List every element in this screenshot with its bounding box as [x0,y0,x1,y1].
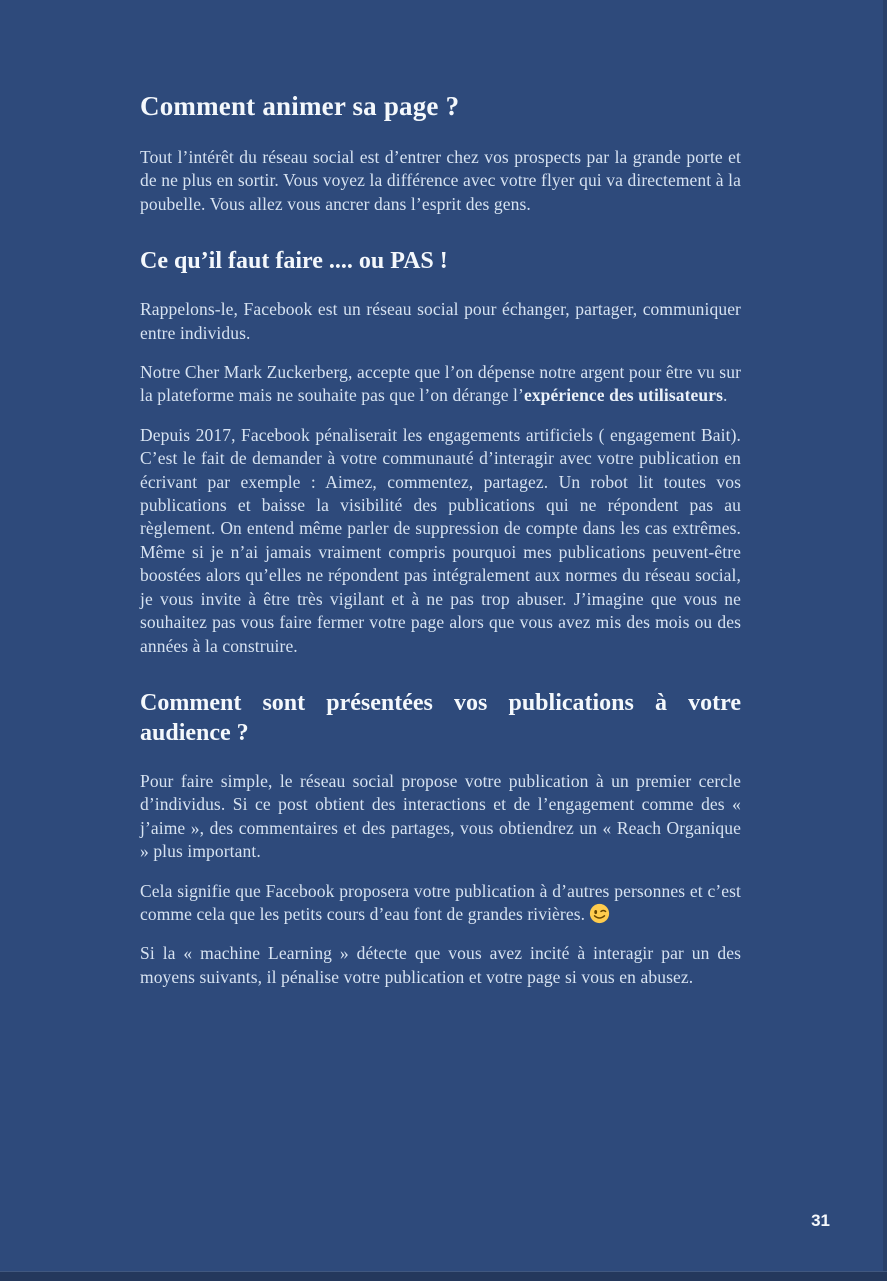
winking-face-emoji [589,903,610,924]
page-number: 31 [811,1211,830,1230]
paragraph-zuckerberg-period: . [723,385,728,406]
paragraph-cela-signifie [140,880,741,927]
paragraph-pour-faire-simple: Pour faire simple, le réseau social propose votre publication à un premier cercle d’individus. Si ce post obtient des interactions et de l’engagement comme des « j’aime », des commentaires et des partages, vous obtiendrez un « Reach Organique » plus important. [140,770,741,862]
paragraph-zuckerberg-text: Notre Cher Mark Zuckerberg, accepte que l’on dépense notre argent pour être vu sur la plateforme mais ne souhaite pas que l’on dérange l’ [140,362,741,406]
page-edge-shadow-right [883,0,887,1281]
paragraph-machine-learning: Si la « machine Learning » détecte que vous avez incité à interagir par un des moyens suivants, il pénalise votre publication et votre page si vous en abusez. [140,943,741,987]
paragraph-rappelons: Rappelons-le, Facebook est un réseau social pour échanger, partager, communiquer entre individus. [140,299,741,343]
page-title: Comment animer sa page ? [140,91,460,121]
heading-comment-sont-presentees: Comment sont présentées vos publications à votre audience ? [140,689,741,746]
page-bottom-bar [0,1271,887,1281]
paragraph-cela-signifie-text: Cela signifie que Facebook proposera votre publication à d’autres personnes et c’est comme cela que les petits cours d’eau font de grandes rivières. [140,880,741,924]
paragraph-zuckerberg [140,361,741,408]
paragraph-intro: Tout l’intérêt du réseau social est d’entrer chez vos prospects par la grande porte et de ne plus en sortir. Vous voyez la différence avec votre flyer qui va directement à la poubelle. Vous allez vous ancrer dans l’esprit des gens. [140,147,741,214]
heading-ce-quil-faut-faire: Ce qu’il faut faire .... ou PAS ! [140,248,448,275]
bold-experience-utilisateurs: expérience des utilisateurs [523,385,724,406]
page-content [140,90,741,1005]
paragraph-depuis-2017: Depuis 2017, Facebook pénaliserait les engagements artificiels ( engagement Bait). C’est le fait de demander à votre communauté d’interagir avec votre publication en écrivant par exemple : Aimez, commentez, partagez. Un robot lit toutes vos publications et baisse la visibilité des publications qui ne répondent pas au règlement. On entend même parler de suppression de compte dans les cas extrêmes. Même si je n’ai jamais vraiment compris pourquoi mes publications peuvent-être boostées alors qu’elles ne répondent pas intégralement aux normes du réseau social, je vous invite à être très vigilant et à ne pas trop abuser. J’imagine que vous ne souhaitez pas vous faire fermer votre page alors que vous avez mis des mois ou des années à la construire. [140,424,741,656]
